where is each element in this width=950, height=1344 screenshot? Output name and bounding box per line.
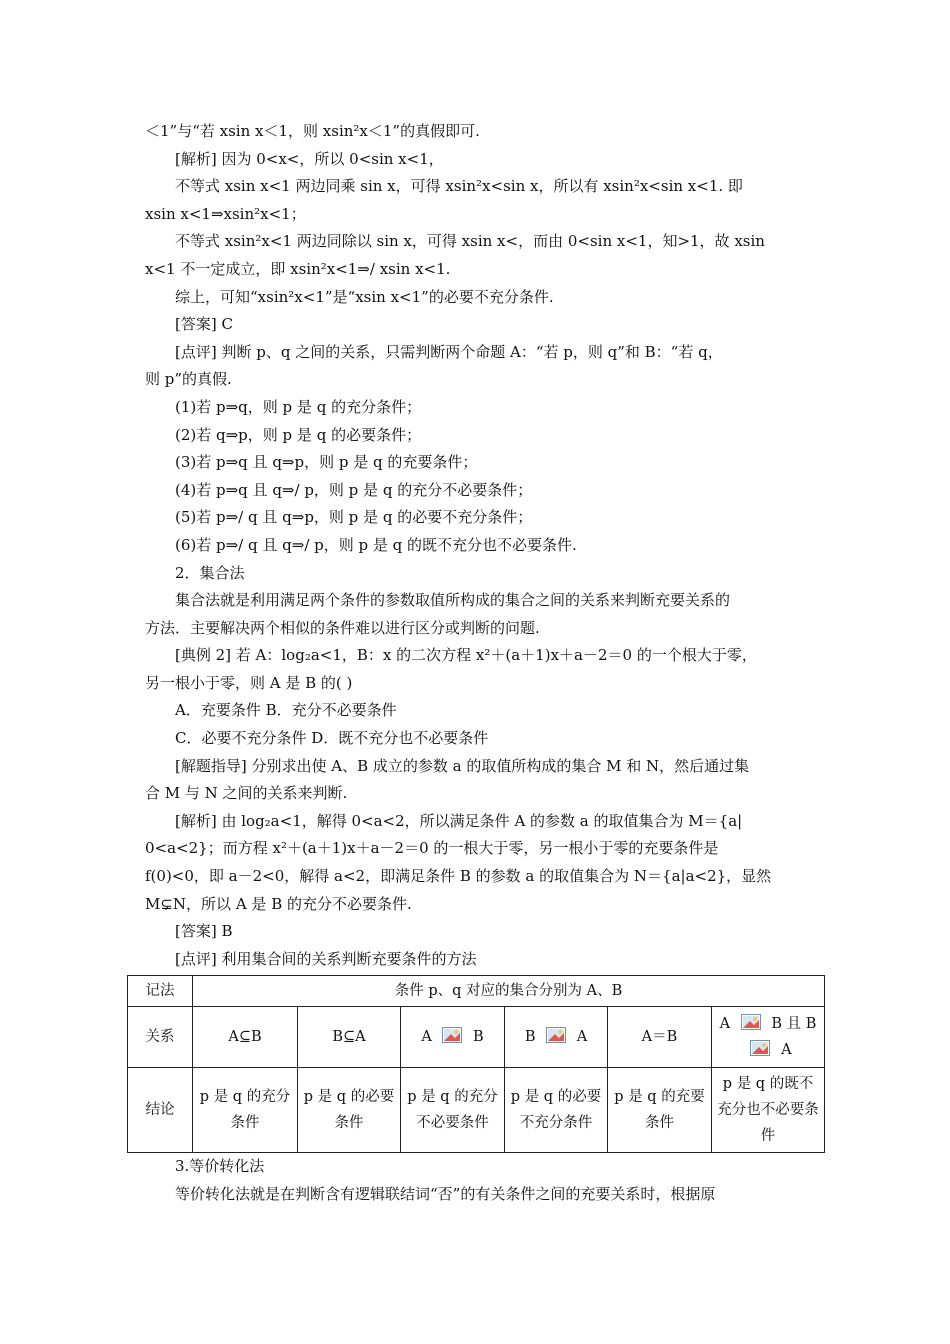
table-cell: p 是 q 的充分不必要条件 <box>401 1068 505 1153</box>
rule-item: (2)若 q⇒p，则 p 是 q 的必要条件； <box>175 425 422 444</box>
guide-line: [解题指导] 分别求出使 A、B 成立的参数 a 的取值所构成的集合 M 和 N，然后通过集 <box>175 756 750 775</box>
text-line: 不等式 xsin²x<1 两边同除以 sin x，可得 xsin x<，而由 0<sin x<1，知>1，故 xsin <box>175 232 765 251</box>
text-line: ＜1”与“若 xsin x＜1，则 xsin²x＜1”的真假即可. <box>145 122 480 140</box>
text-line: 0<a<2}；而方程 x²＋(a＋1)x＋a－2＝0 的一根大于零，另一根小于零的充要条件是 <box>145 839 719 858</box>
set-label: B 且 B <box>771 1016 817 1033</box>
text-line: 不等式 xsin x<1 两边同乘 sin x，可得 xsin²x<sin x，所以有 xsin²x<sin x<1. 即 <box>175 177 743 196</box>
document-body <box>145 118 819 1209</box>
table-cell: p 是 q 的必要不充分条件 <box>505 1068 608 1153</box>
text-line: xsin x<1⇒xsin²x<1； <box>145 204 306 223</box>
not-subset-image-icon <box>546 1027 566 1043</box>
set-label: B <box>473 1029 484 1046</box>
text-line: M⊊N，所以 A 是 B 的充分不必要条件. <box>145 894 412 913</box>
not-subset-image-icon <box>442 1027 462 1043</box>
table-cell: A⊆B <box>193 1007 298 1068</box>
rule-item: (4)若 p⇒q 且 q⇒/ p，则 p 是 q 的充分不必要条件； <box>175 480 533 499</box>
rule-item: (5)若 p⇒/ q 且 q⇒p，则 p 是 q 的必要不充分条件； <box>175 508 533 527</box>
rule-item: (3)若 p⇒q 且 q⇒p，则 p 是 q 的充要条件； <box>175 453 478 472</box>
rule-item: (6)若 p⇒/ q 且 q⇒/ p，则 p 是 q 的既不充分也不必要条件. <box>175 535 577 554</box>
table-cell <box>712 1007 825 1068</box>
comment-line: [点评] 判断 p、q 之间的关系，只需判断两个命题 A：“若 p，则 q”和 B：“若 q， <box>175 342 723 361</box>
set-label: A <box>719 1016 731 1033</box>
set-label: A <box>421 1029 432 1046</box>
text-line: 综上，可知“xsin²x<1”是“xsin x<1”的必要不充分条件. <box>175 287 554 306</box>
example-line: [典例 2] 若 A：log₂a<1，B：x 的二次方程 x²＋(a＋1)x＋a－2＝0 的一个根大于零， <box>175 646 757 665</box>
table-row <box>128 1007 825 1068</box>
set-relation-table <box>127 975 825 1153</box>
table-row <box>128 1068 825 1153</box>
table-cell: p 是 q 的充要条件 <box>608 1068 712 1153</box>
not-subset-image-icon <box>741 1014 761 1030</box>
table-row <box>128 976 825 1007</box>
rule-item: (1)若 p⇒q，则 p 是 q 的充分条件； <box>175 397 422 416</box>
text-line: f(0)<0，即 a－2<0，解得 a<2，即满足条件 B 的参数 a 的取值集合为 N＝{a|a<2}，显然 <box>145 867 772 886</box>
table-cell: 条件 p、q 对应的集合分别为 A、B <box>193 976 825 1007</box>
not-subset-image-icon <box>750 1040 770 1056</box>
text-line: 方法．主要解决两个相似的条件难以进行区分或判断的问题. <box>145 618 540 637</box>
answer-line: [答案] C <box>175 315 233 334</box>
text-line: 则 p”的真假. <box>145 370 232 389</box>
set-label: B <box>524 1029 536 1046</box>
analysis-line: [解析] 由 log₂a<1，解得 0<a<2，所以满足条件 A 的参数 a 的取值集合为 M＝{a| <box>175 811 743 830</box>
section-heading: 2．集合法 <box>175 563 245 582</box>
answer-line: [答案] B <box>175 922 233 941</box>
text-line: 另一根小于零，则 A 是 B 的( ) <box>145 673 353 692</box>
section-heading: 3.等价转化法 <box>175 1157 265 1176</box>
table-cell: p 是 q 的既不充分也不必要条件 <box>712 1068 825 1153</box>
table-cell: p 是 q 的必要条件 <box>298 1068 401 1153</box>
text-line: x<1 不一定成立，即 xsin²x<1⇒/ xsin x<1. <box>145 259 451 278</box>
table-cell <box>401 1007 505 1068</box>
set-label: A <box>576 1029 588 1046</box>
table-cell: 结论 <box>128 1068 193 1153</box>
table-cell: 关系 <box>128 1007 193 1068</box>
text-line: 合 M 与 N 之间的关系来判断. <box>145 784 348 803</box>
analysis-label-line: [解析] 因为 0<x<，所以 0<sin x<1， <box>175 149 444 168</box>
choice-line: A．充要条件 B．充分不必要条件 <box>175 701 397 720</box>
set-label: A <box>781 1042 792 1059</box>
text-line: 等价转化法就是在判断含有逻辑联结词“否”的有关条件之间的充要关系时，根据原 <box>175 1185 716 1203</box>
table-cell: 记法 <box>128 976 193 1007</box>
table-cell: A＝B <box>608 1007 712 1068</box>
comment-line: [点评] 利用集合间的关系判断充要条件的方法 <box>175 949 477 968</box>
table-cell: p 是 q 的充分条件 <box>193 1068 298 1153</box>
text-line: 集合法就是利用满足两个条件的参数取值所构成的集合之间的关系来判断充要关系的 <box>175 591 731 610</box>
table-cell <box>505 1007 608 1068</box>
table-cell: B⊆A <box>298 1007 401 1068</box>
choice-line: C．必要不充分条件 D．既不充分也不必要条件 <box>175 729 489 748</box>
